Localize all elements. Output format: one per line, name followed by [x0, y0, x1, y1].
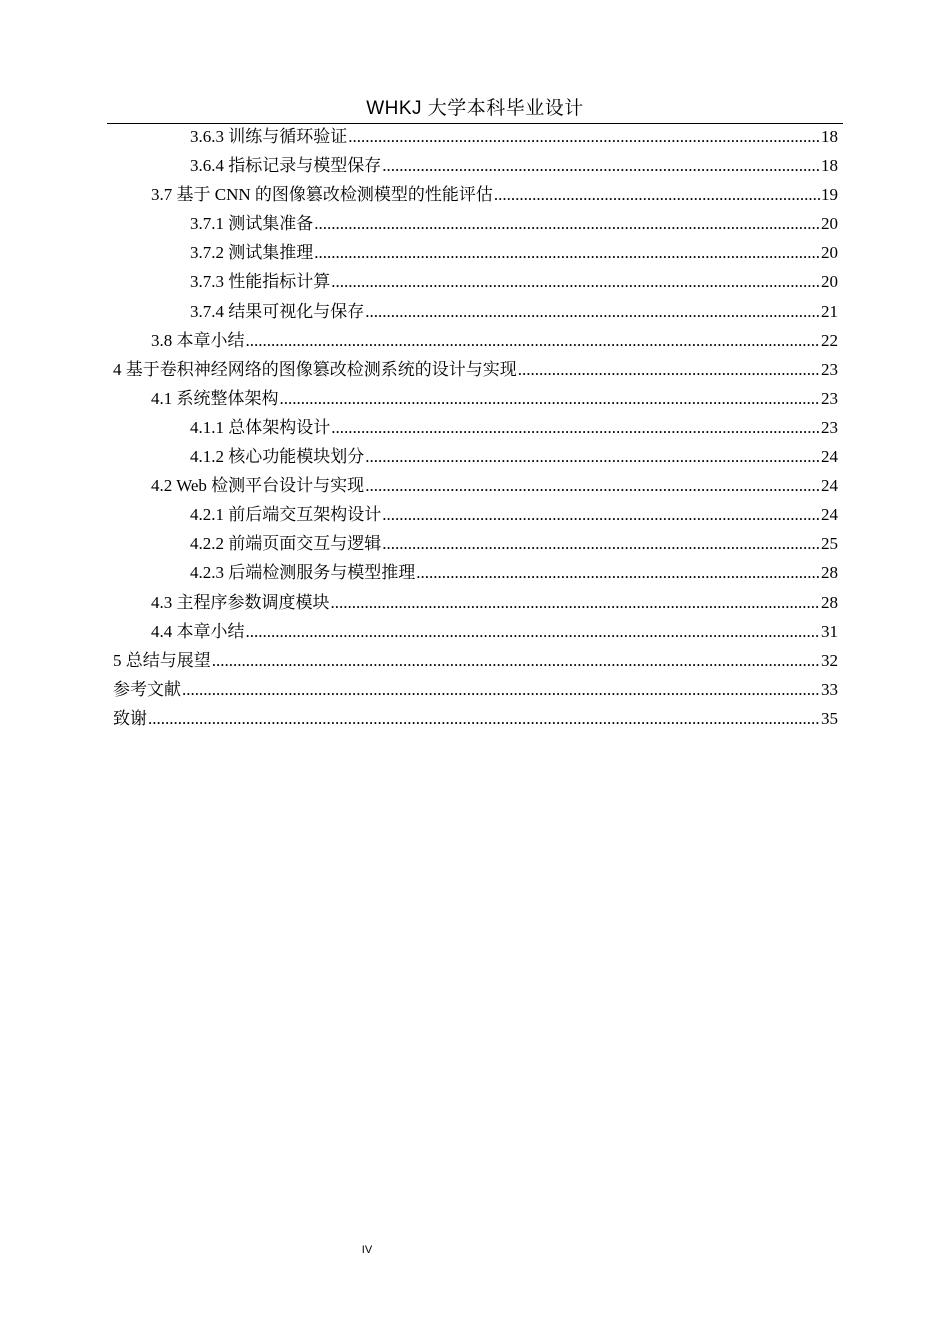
page-header	[107, 96, 843, 124]
toc-entry-page: 32	[821, 650, 838, 670]
toc-entry-page: 20	[821, 243, 838, 263]
toc-entry[interactable]	[113, 297, 838, 326]
toc-entry-title: 3.6.3 训练与循环验证	[190, 127, 348, 146]
toc-entry-page: 24	[821, 447, 838, 467]
toc-entry-page: 19	[821, 185, 838, 205]
toc-entry-page: 23	[821, 388, 838, 408]
toc-entry[interactable]	[113, 122, 838, 151]
toc-entry-page: 35	[821, 708, 838, 728]
toc-entry-title: 参考文献	[113, 679, 181, 699]
toc-entry-title: 4.4 本章小结	[151, 621, 245, 641]
toc-entry[interactable]	[113, 180, 838, 209]
toc-dot-leader	[331, 588, 821, 617]
toc-entry-title: 4.2.2 前端页面交互与逻辑	[190, 534, 382, 554]
toc-entry[interactable]	[113, 704, 838, 733]
toc-dot-leader	[148, 704, 820, 733]
toc-entry[interactable]	[113, 209, 838, 238]
toc-entry-title: 3.6.4 指标记录与模型保存	[190, 156, 382, 176]
toc-entry[interactable]	[113, 151, 838, 180]
toc-entry-title: 3.7.3 性能指标计算	[190, 272, 331, 292]
toc-entry-page: 28	[821, 563, 838, 583]
toc-entry-title: 4.1.2 核心功能模块划分	[190, 447, 365, 467]
toc-entry[interactable]	[113, 471, 838, 500]
toc-entry-title: 3.8 本章小结	[151, 330, 245, 350]
toc-entry-page: 18	[821, 156, 838, 176]
toc-entry-title: 3.7.1 测试集准备	[190, 214, 314, 234]
toc-entry-page: 23	[821, 359, 838, 379]
page-number: IV	[361, 1244, 373, 1256]
toc-entry-title: 3.7 基于 CNN 的图像篡改检测模型的性能评估	[151, 185, 493, 205]
toc-entry-page: 31	[821, 621, 838, 641]
toc-entry-page: 22	[821, 330, 838, 350]
table-of-contents	[113, 122, 838, 733]
toc-entry-title: 4.3 主程序参数调度模块	[151, 592, 330, 612]
toc-entry-page: 20	[821, 214, 838, 234]
toc-dot-leader	[365, 442, 820, 471]
toc-entry-page: 25	[821, 534, 838, 554]
toc-entry-title: 4.2.3 后端检测服务与模型推理	[190, 563, 416, 583]
toc-dot-leader	[280, 384, 821, 413]
toc-dot-leader	[212, 646, 820, 675]
toc-entry-title: 3.7.4 结果可视化与保存	[190, 301, 365, 321]
toc-entry-title: 4.2.1 前后端交互架构设计	[190, 505, 382, 525]
toc-entry[interactable]	[113, 267, 838, 296]
toc-entry[interactable]	[113, 617, 838, 646]
toc-entry-title: 4 基于卷积神经网络的图像篡改检测系统的设计与实现	[113, 359, 517, 379]
toc-dot-leader	[365, 471, 820, 500]
toc-dot-leader	[182, 675, 820, 704]
toc-entry[interactable]	[113, 646, 838, 675]
toc-dot-leader	[348, 122, 820, 151]
toc-entry-page: 28	[821, 592, 838, 612]
toc-dot-leader	[314, 238, 820, 267]
toc-dot-leader	[382, 151, 820, 180]
toc-entry[interactable]	[113, 675, 838, 704]
toc-entry-page: 20	[821, 272, 838, 292]
toc-entry-title: 5 总结与展望	[113, 650, 211, 670]
toc-entry-page: 33	[821, 679, 838, 699]
toc-entry-page: 24	[821, 476, 838, 496]
toc-dot-leader	[518, 355, 820, 384]
toc-entry[interactable]	[113, 326, 838, 355]
toc-dot-leader	[365, 297, 820, 326]
toc-entry[interactable]	[113, 384, 838, 413]
toc-dot-leader	[382, 529, 820, 558]
toc-entry-title: 致谢	[113, 708, 147, 728]
page-header-title: WHKJ 大学本科毕业设计	[366, 98, 584, 119]
toc-entry[interactable]	[113, 588, 838, 617]
toc-entry[interactable]	[113, 413, 838, 442]
toc-dot-leader	[494, 180, 820, 209]
toc-entry-title: 4.2 Web 检测平台设计与实现	[151, 476, 365, 496]
toc-entry[interactable]	[113, 442, 838, 471]
toc-dot-leader	[246, 617, 821, 646]
toc-entry-page: 24	[821, 505, 838, 525]
toc-dot-leader	[416, 558, 820, 587]
toc-dot-leader	[331, 413, 820, 442]
toc-entry-page: 21	[821, 301, 838, 321]
toc-entry[interactable]	[113, 558, 838, 587]
toc-dot-leader	[331, 267, 820, 296]
toc-entry[interactable]	[113, 238, 838, 267]
toc-entry-title: 3.7.2 测试集推理	[190, 243, 314, 263]
toc-dot-leader	[246, 326, 821, 355]
toc-entry[interactable]	[113, 355, 838, 384]
toc-entry-page: 23	[821, 417, 838, 437]
toc-entry[interactable]	[113, 500, 838, 529]
toc-dot-leader	[314, 209, 820, 238]
toc-entry[interactable]	[113, 529, 838, 558]
toc-dot-leader	[382, 500, 820, 529]
toc-entry-title: 4.1 系统整体架构	[151, 388, 279, 408]
toc-entry-page: 18	[821, 127, 838, 146]
toc-entry-title: 4.1.1 总体架构设计	[190, 417, 331, 437]
